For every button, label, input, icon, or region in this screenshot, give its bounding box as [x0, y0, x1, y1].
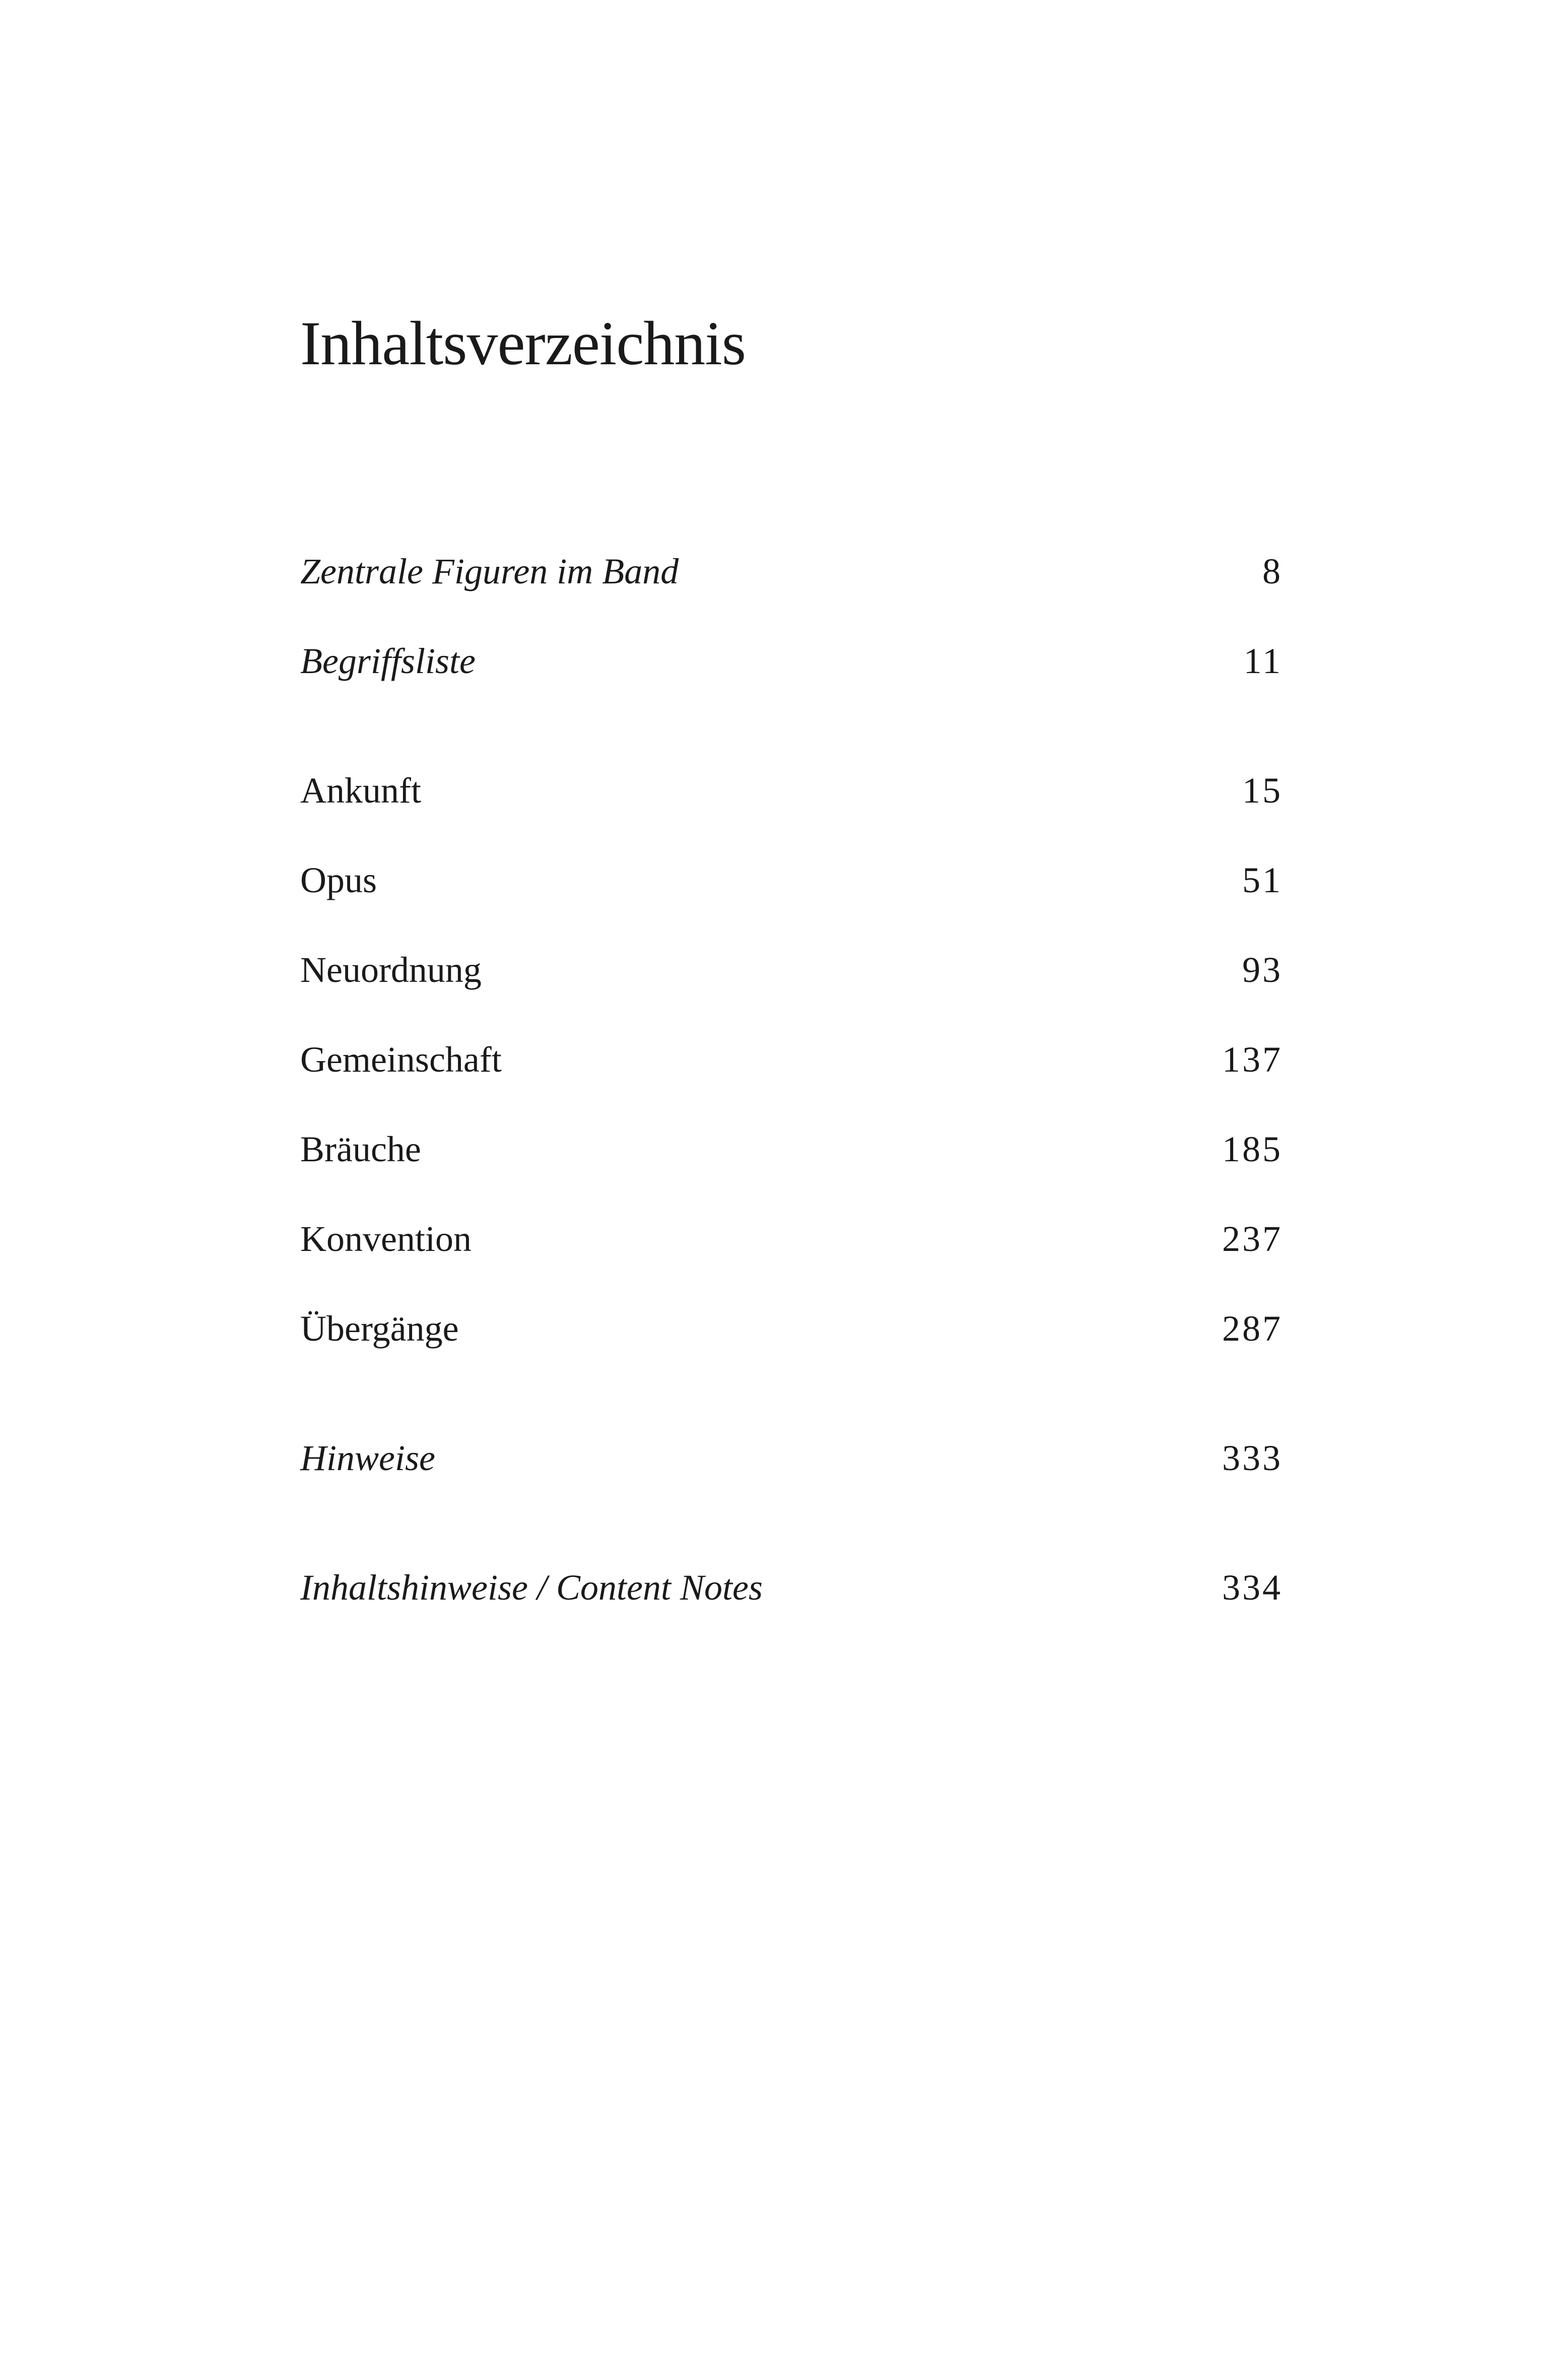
toc-entry-hinweise[interactable] — [300, 1440, 1283, 1476]
page-title: Inhaltsverzeichnis — [300, 309, 746, 378]
toc-entry-page: 11 — [1243, 641, 1283, 681]
toc-entry-label: Zentrale Figuren im Band — [300, 551, 679, 591]
toc-entry-inhaltshinweise[interactable] — [300, 1569, 1283, 1606]
toc-entry-ankunft[interactable] — [300, 772, 1283, 809]
toc-entry-page: 51 — [1242, 860, 1283, 900]
toc-entry-label: Neuordnung — [300, 950, 482, 990]
toc-entry-label: Gemeinschaft — [300, 1039, 502, 1080]
toc-entry-page: 8 — [1262, 551, 1283, 591]
toc-entry-label: Konvention — [300, 1219, 472, 1259]
toc-entry-label: Inhaltshinweise / Content Notes — [300, 1567, 763, 1608]
toc-entry-page: 137 — [1222, 1039, 1283, 1080]
toc-entry-neuordnung[interactable] — [300, 952, 1283, 988]
toc-entry-uebergaenge[interactable] — [300, 1310, 1283, 1347]
toc-entry-page: 237 — [1222, 1219, 1283, 1259]
toc-entry-zentrale-figuren[interactable] — [300, 553, 1283, 589]
toc-entry-gemeinschaft[interactable] — [300, 1041, 1283, 1078]
toc-entry-label: Ankunft — [300, 770, 421, 811]
toc-entry-braeuche[interactable] — [300, 1131, 1283, 1167]
toc-entry-konvention[interactable] — [300, 1221, 1283, 1257]
toc-entry-label: Hinweise — [300, 1438, 435, 1478]
toc-entry-page: 93 — [1242, 950, 1283, 990]
toc-entry-label: Opus — [300, 860, 377, 900]
toc-entry-page: 287 — [1222, 1308, 1283, 1349]
toc-entry-page: 185 — [1222, 1129, 1283, 1169]
toc-entry-page: 333 — [1222, 1438, 1283, 1478]
toc-entry-begriffsliste[interactable] — [300, 643, 1283, 679]
toc-entry-label: Begriffsliste — [300, 641, 476, 681]
toc-entry-page: 334 — [1222, 1567, 1283, 1608]
toc-entry-label: Bräuche — [300, 1129, 421, 1169]
toc-entry-opus[interactable] — [300, 862, 1283, 898]
toc-entry-page: 15 — [1242, 770, 1283, 811]
toc-entry-label: Übergänge — [300, 1308, 459, 1349]
